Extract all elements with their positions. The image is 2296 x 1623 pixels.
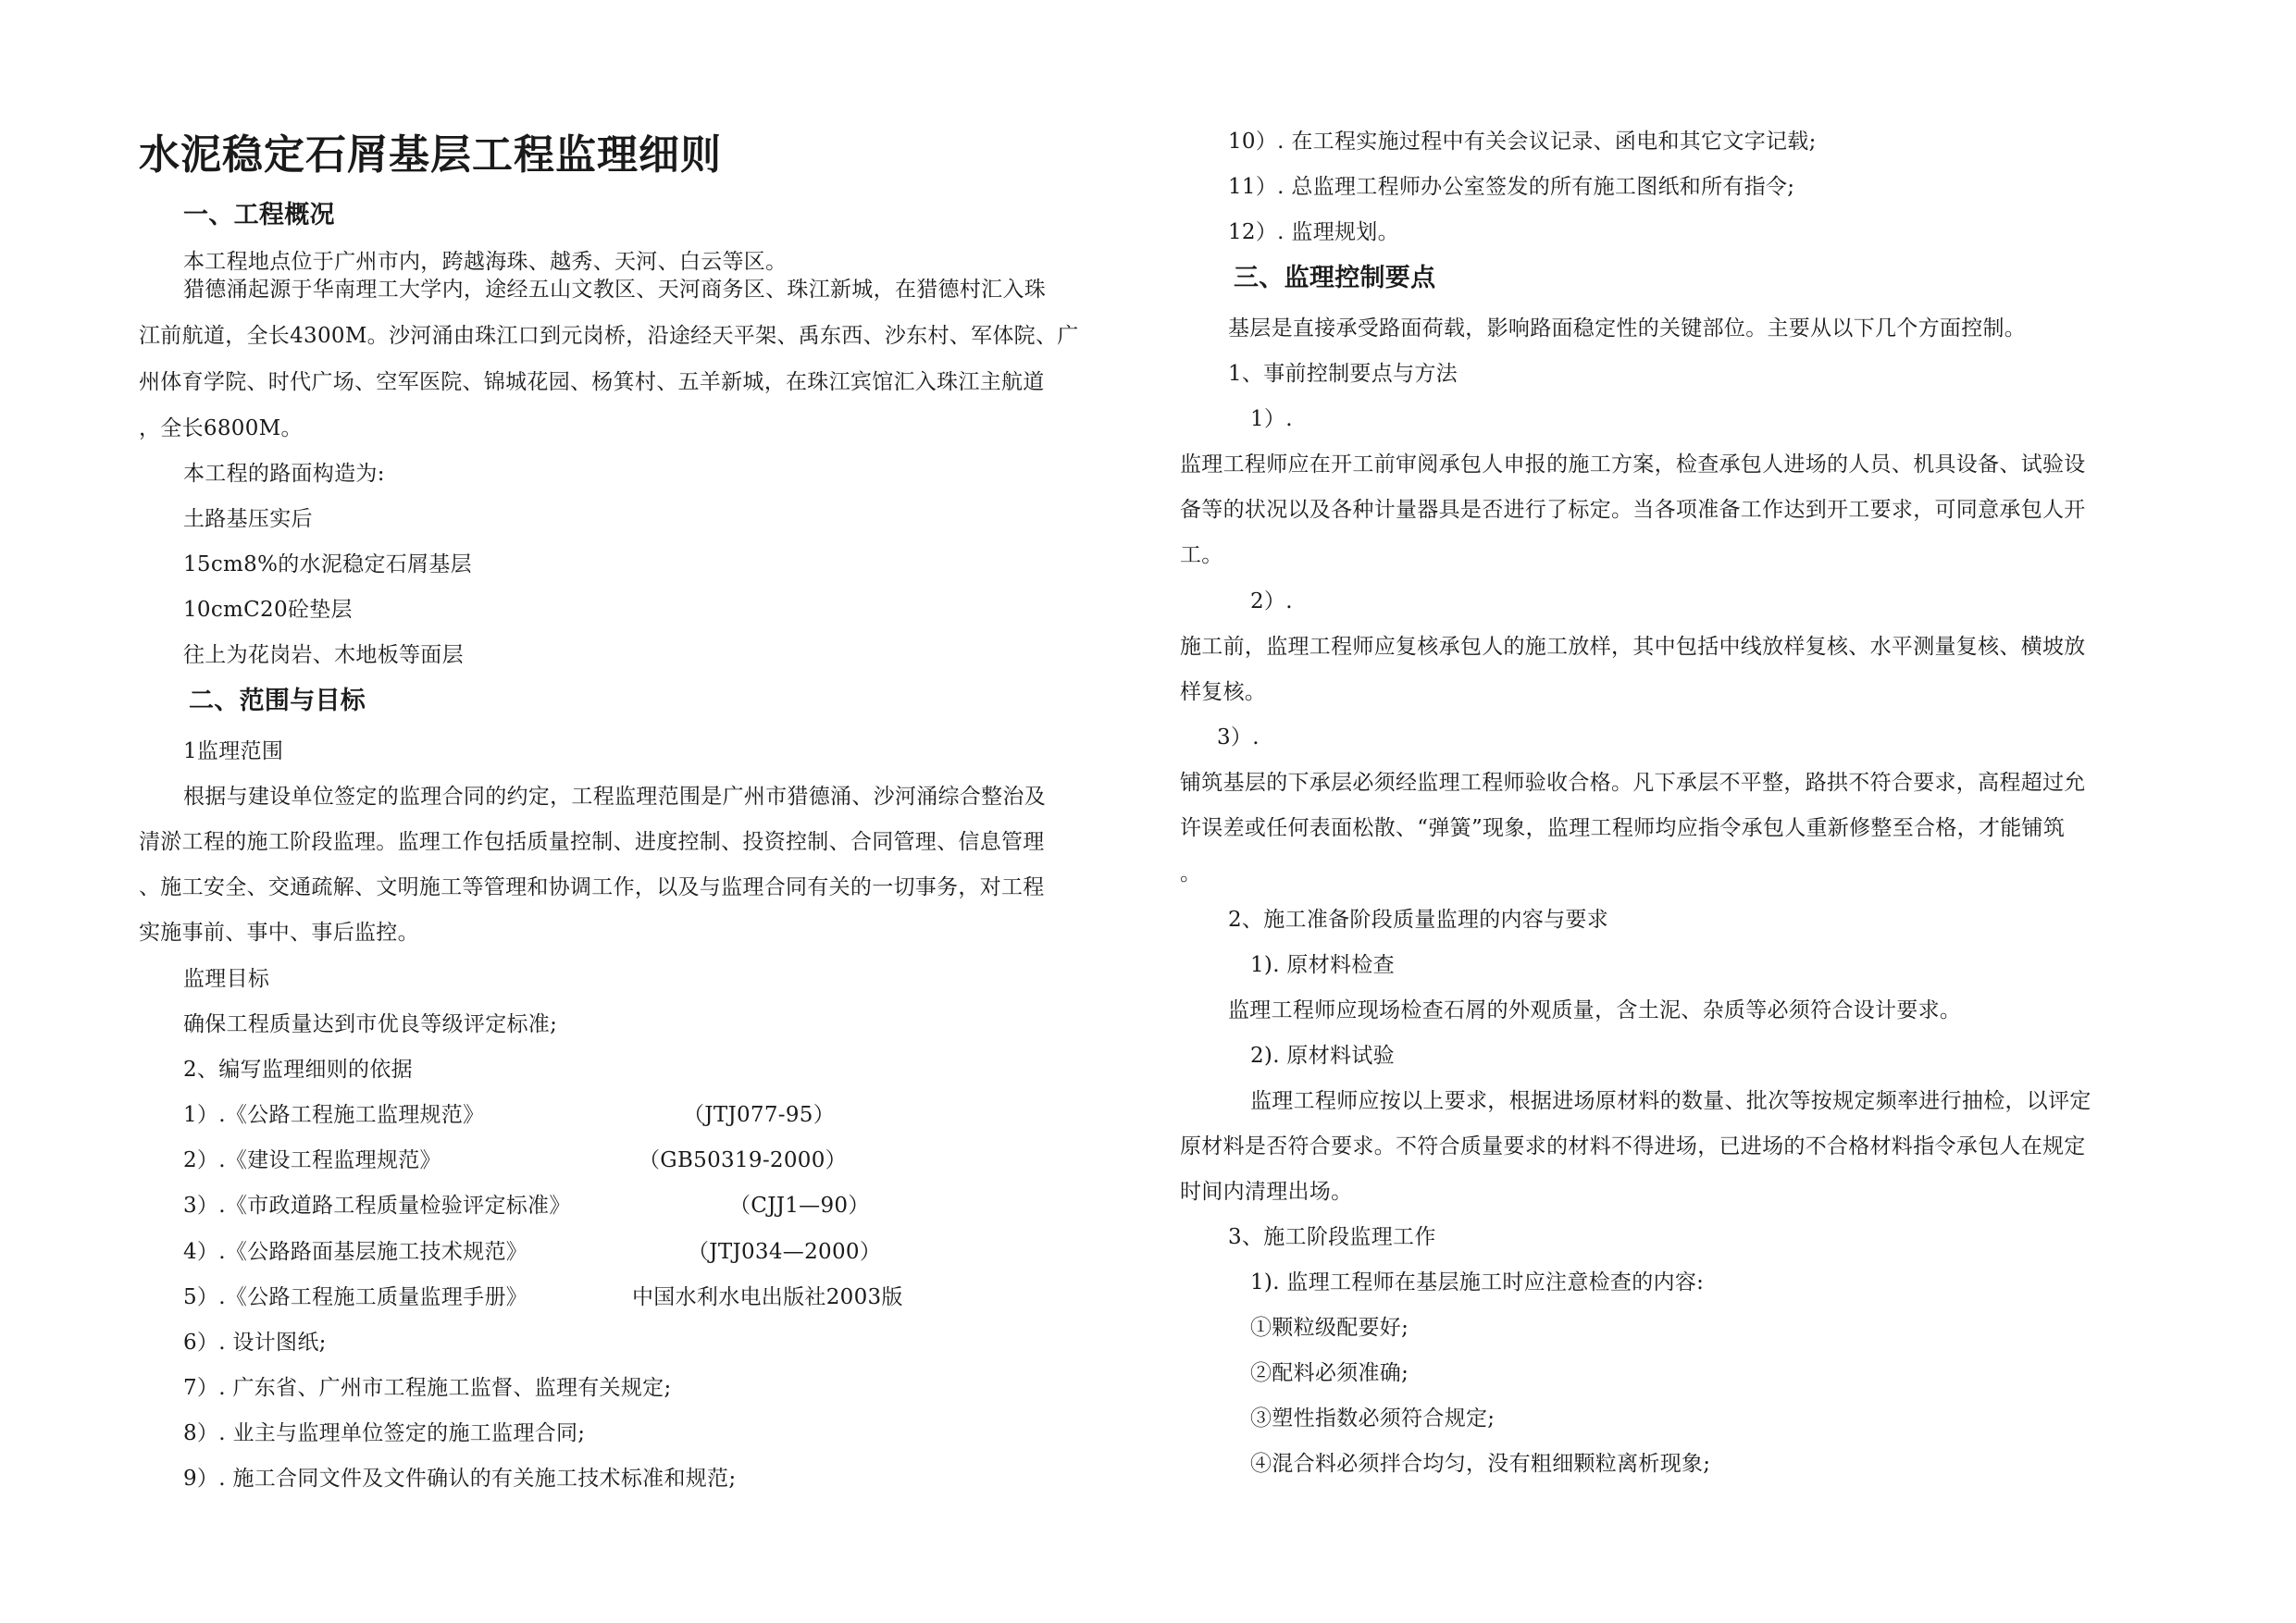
document-title: 水泥稳定石屑基层工程监理细则 xyxy=(139,131,722,179)
overview-paragraph-2-line-2: 江前航道，全长4300M。沙河涌由珠江口到元岗桥，沿途经天平架、禹东西、沙东村、军体院、广 xyxy=(139,324,1079,348)
reference-item-12: 12）. 监理规划。 xyxy=(1228,220,1399,244)
check-item-3: ③塑性指数必须符合规定; xyxy=(1250,1406,1496,1431)
reference-item-8: 8）. 业主与监理单位签定的施工监理合同; xyxy=(183,1421,586,1445)
pre-item-3-line-1: 铺筑基层的下承层必须经监理工程师验收合格。凡下承层不平整，路拱不符合要求，高程超过允 xyxy=(1180,771,2086,795)
reference-name: 3）.《市政道路工程质量检验评定标准》 xyxy=(183,1194,571,1218)
overview-paragraph-2-line-3: 州体育学院、时代广场、空军医院、锦城花园、杨箕村、五羊新城，在珠江宾馆汇入珠江主航道 xyxy=(139,370,1045,394)
scope-line-2: 清淤工程的施工阶段监理。监理工作包括质量控制、进度控制、投资控制、合同管理、信息管理 xyxy=(139,830,1045,854)
pre-item-1-line-2: 备等的状况以及各种计量器具是否进行了标定。当各项准备工作达到开工要求，可同意承包人开 xyxy=(1180,498,2086,522)
pre-control-heading: 1、事前控制要点与方法 xyxy=(1228,362,1458,386)
scope-line-1: 根据与建设单位签定的监理合同的约定，工程监理范围是广州市猎德涌、沙河涌综合整治及 xyxy=(183,785,1046,809)
pre-item-2-line-1: 施工前，监理工程师应复核承包人的施工放样，其中包括中线放样复核、水平测量复核、横坡放 xyxy=(1180,635,2086,659)
construction-check-heading: 1). 监理工程师在基层施工时应注意检查的内容: xyxy=(1250,1270,1705,1295)
reference-code: （GB50319-2000） xyxy=(639,1148,847,1172)
layer-item-3: 10cmC20砼垫层 xyxy=(183,598,353,622)
basis-heading: 2、编写监理细则的依据 xyxy=(183,1058,413,1082)
reference-item xyxy=(183,1283,903,1311)
pre-item-3-label: 3）. xyxy=(1217,725,1260,750)
layer-item-4: 往上为花岗岩、木地板等面层 xyxy=(183,643,464,667)
section-heading-overview: 一、工程概况 xyxy=(183,201,335,229)
layer-item-2: 15cm8%的水泥稳定石屑基层 xyxy=(183,552,472,576)
reference-item xyxy=(183,1238,882,1266)
reference-item-11: 11）. 总监理工程师办公室签发的所有施工图纸和所有指令; xyxy=(1228,175,1795,199)
pre-item-1-line-1: 监理工程师应在开工前审阅承包人申报的施工方案，检查承包人进场的人员、机具设备、试验设 xyxy=(1180,452,2086,477)
reference-code: 中国水利水电出版社2003版 xyxy=(632,1285,903,1309)
pre-item-3-line-2: 许误差或任何表面松散、“弹簧”现象，监理工程师均应指令承包人重新修整至合格，才能铺筑 xyxy=(1180,816,2066,840)
pre-item-2-line-2: 样复核。 xyxy=(1180,680,1267,704)
overview-paragraph-1: 本工程地点位于广州市内，跨越海珠、越秀、天河、白云等区。 xyxy=(183,250,788,274)
material-test-heading: 2). 原材料试验 xyxy=(1250,1044,1395,1068)
reference-item xyxy=(183,1146,847,1174)
reference-code: （JTJ034—2000） xyxy=(688,1240,882,1264)
scope-line-4: 实施事前、事中、事后监控。 xyxy=(139,921,419,945)
scope-line-3: 、施工安全、交通疏解、文明施工等管理和协调工作，以及与监理合同有关的一切事务，对工程 xyxy=(139,875,1045,899)
reference-item-10: 10）. 在工程实施过程中有关会议记录、函电和其它文字记载; xyxy=(1228,130,1817,154)
check-item-2: ②配料必须准确; xyxy=(1250,1361,1409,1385)
goal-heading: 监理目标 xyxy=(183,967,270,991)
material-test-line-2: 原材料是否符合要求。不符合质量要求的材料不得进场，已进场的不合格材料指令承包人在规定 xyxy=(1180,1134,2086,1158)
goal-text: 确保工程质量达到市优良等级评定标准; xyxy=(183,1012,558,1036)
section-heading-scope: 二、范围与目标 xyxy=(189,687,366,715)
control-intro: 基层是直接承受路面荷载，影响路面稳定性的关键部位。主要从以下几个方面控制。 xyxy=(1228,316,2027,341)
scope-heading: 1监理范围 xyxy=(183,739,284,763)
overview-paragraph-2-line-4: ，全长6800M。 xyxy=(139,416,303,440)
layer-item-1: 土路基压实后 xyxy=(183,507,313,531)
reference-name: 4）.《公路路面基层施工技术规范》 xyxy=(183,1240,528,1264)
reference-item-9: 9）. 施工合同文件及文件确认的有关施工技术标准和规范; xyxy=(183,1467,737,1491)
reference-item-6: 6）. 设计图纸; xyxy=(183,1331,327,1355)
pre-item-2-label: 2）. xyxy=(1250,589,1293,613)
section-heading-control: 三、监理控制要点 xyxy=(1234,264,1436,292)
construction-stage-heading: 3、施工阶段监理工作 xyxy=(1228,1225,1436,1249)
check-item-1: ①颗粒级配要好; xyxy=(1250,1316,1409,1340)
reference-name: 5）.《公路工程施工质量监理手册》 xyxy=(183,1285,528,1309)
material-check-text: 监理工程师应现场检查石屑的外观质量，含土泥、杂质等必须符合设计要求。 xyxy=(1228,998,1962,1022)
material-check-heading: 1). 原材料检查 xyxy=(1250,953,1395,977)
reference-item xyxy=(183,1192,870,1220)
material-test-line-1: 监理工程师应按以上要求，根据进场原材料的数量、批次等按规定频率进行抽检，以评定 xyxy=(1250,1089,2091,1113)
material-test-line-3: 时间内清理出场。 xyxy=(1180,1180,1353,1204)
pre-item-1-label: 1）. xyxy=(1250,407,1293,431)
overview-paragraph-2-line-1: 猎德涌起源于华南理工大学内，途经五山文教区、天河商务区、珠江新城，在猎德村汇入珠 xyxy=(183,278,1046,302)
reference-name: 1）.《公路工程施工监理规范》 xyxy=(183,1103,485,1127)
reference-item-7: 7）. 广东省、广州市工程施工监督、监理有关规定; xyxy=(183,1376,672,1400)
check-item-4: ④混合料必须拌合均匀，没有粗细颗粒离析现象; xyxy=(1250,1452,1711,1476)
reference-item xyxy=(183,1101,836,1129)
reference-code: （JTJ077-95） xyxy=(683,1103,836,1127)
prep-stage-heading: 2、施工准备阶段质量监理的内容与要求 xyxy=(1228,908,1609,932)
reference-code: （CJJ1—90） xyxy=(729,1194,870,1218)
reference-name: 2）.《建设工程监理规范》 xyxy=(183,1148,441,1172)
structure-intro: 本工程的路面构造为: xyxy=(183,462,385,486)
pre-item-1-line-3: 工。 xyxy=(1180,543,1223,567)
pre-item-3-line-3: 。 xyxy=(1180,861,1202,886)
